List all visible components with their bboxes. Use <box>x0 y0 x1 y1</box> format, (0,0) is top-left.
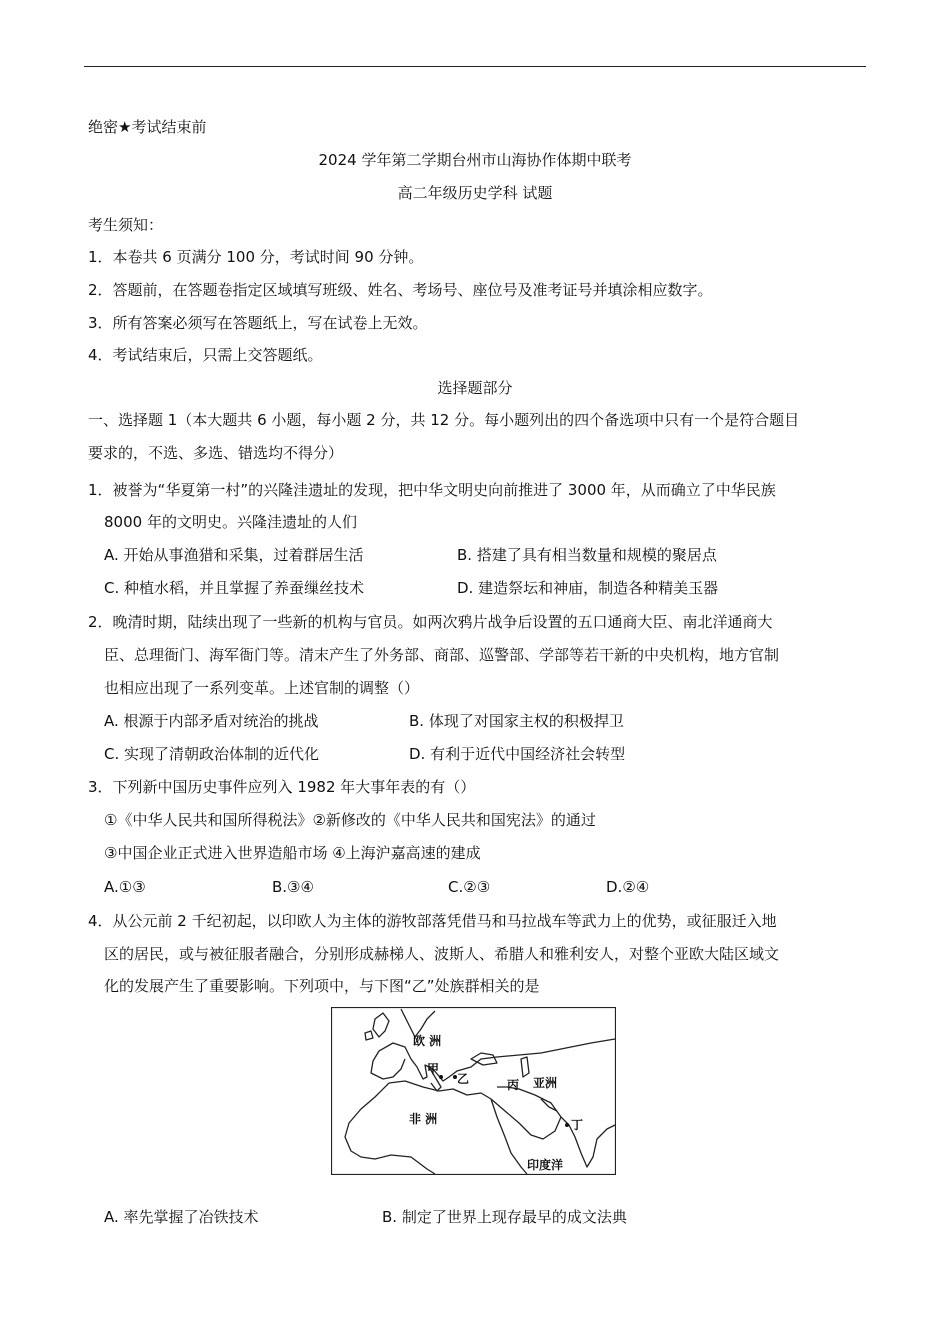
map-marker-ding <box>565 1123 569 1127</box>
q4-option-a: A. 率先掌握了冶铁技术 <box>104 1208 259 1226</box>
map-label-jia: 甲 <box>427 1062 440 1076</box>
map-label-europe: 欧 洲 <box>413 1034 442 1048</box>
question-2-stem: 2．晚清时期，陆续出现了一些新的机构与官员。如两次鸦片战争后设置的五口通商大臣、南北洋通商大 <box>88 613 773 631</box>
map-frame <box>332 1008 616 1175</box>
section-intro-cont: 要求的，不选、多选、错选均不得分） <box>88 444 344 462</box>
question-1-stem: 1．被誉为“华夏第一村”的兴隆洼遗址的发现，把中华文明史向前推进了 3000 年，从而确立了中华民族 <box>88 481 776 499</box>
subject-title: 高二年级历史学科 试题 <box>397 184 553 202</box>
question-3-stem: 3．下列新中国历史事件应列入 1982 年大事年表的有（） <box>88 778 476 796</box>
q3-option-a: A.①③ <box>104 878 146 896</box>
notice-item: 3．所有答案必须写在答题纸上，写在试卷上无效。 <box>88 314 428 332</box>
map-label-africa: 非 洲 <box>409 1112 438 1126</box>
q1-option-c: C. 种植水稻，并且掌握了养蚕缫丝技术 <box>104 579 365 597</box>
section-title: 选择题部分 <box>437 379 513 397</box>
map-marker-yi <box>453 1075 457 1079</box>
notice-item: 2．答题前，在答题卷指定区域填写班级、姓名、考场号、座位号及准考证号并填涂相应数字。 <box>88 281 713 299</box>
q1-option-b: B. 搭建了具有相当数量和规模的聚居点 <box>457 546 717 564</box>
q4-option-b: B. 制定了世界上现存最早的成文法典 <box>382 1208 627 1226</box>
map-label-ding: 丁 <box>571 1118 584 1132</box>
question-4-stem-cont: 化的发展产生了重要影响。下列项中，与下图“乙”处族群相关的是 <box>104 977 540 995</box>
question-1-stem-cont: 8000 年的文明史。兴隆洼遗址的人们 <box>104 513 357 531</box>
section-intro: 一、选择题 1（本大题共 6 小题，每小题 2 分，共 12 分。每小题列出的四个备选项中只有一个是符合题目 <box>88 411 800 429</box>
question-3-item: ③中国企业正式进入世界造船市场 ④上海沪嘉高速的建成 <box>104 844 481 862</box>
q2-option-b: B. 体现了对国家主权的积极捍卫 <box>409 712 624 730</box>
question-4-stem: 4．从公元前 2 千纪初起，以印欧人为主体的游牧部落凭借马和马拉战车等武力上的优势，或征服迁入地 <box>88 912 777 930</box>
map-label-indian-ocean: 印度洋 <box>527 1158 564 1172</box>
q2-option-c: C. 实现了清朝政治体制的近代化 <box>104 745 320 763</box>
q3-option-c: C.②③ <box>448 878 491 896</box>
exam-title: 2024 学年第二学期台州市山海协作体期中联考 <box>318 151 632 169</box>
q1-option-d: D. 建造祭坛和神庙，制造各种精美玉器 <box>457 579 719 597</box>
q2-option-d: D. 有利于近代中国经济社会转型 <box>409 745 626 763</box>
eurasia-africa-map <box>331 1007 616 1175</box>
map-label-asia: 亚洲 <box>533 1076 558 1090</box>
notice-item: 4．考试结束后，只需上交答题纸。 <box>88 346 323 364</box>
header-rule <box>84 66 866 67</box>
question-2-stem-cont: 也相应出现了一系列变革。上述官制的调整（） <box>104 679 420 697</box>
q3-option-d: D.②④ <box>606 878 650 896</box>
map-marker-jia <box>439 1075 443 1079</box>
question-2-stem-cont: 臣、总理衙门、海军衙门等。清末产生了外务部、商部、巡警部、学部等若干新的中央机构，地方官制 <box>104 646 780 664</box>
map-label-yi: 乙 <box>457 1072 470 1086</box>
q1-option-a: A. 开始从事渔猎和采集，过着群居生活 <box>104 546 364 564</box>
map-label-bing: 丙 <box>507 1078 520 1092</box>
q2-option-a: A. 根源于内部矛盾对统治的挑战 <box>104 712 319 730</box>
notice-heading: 考生须知： <box>88 216 164 234</box>
q3-option-b: B.③④ <box>272 878 314 896</box>
question-3-item: ①《中华人民共和国所得税法》②新修改的《中华人民共和国宪法》的通过 <box>104 811 596 829</box>
question-4-stem-cont: 区的居民，或与被征服者融合，分别形成赫梯人、波斯人、希腊人和雅利安人，对整个亚欧大陆区域文 <box>104 945 780 963</box>
secrecy-label: 绝密★考试结束前 <box>88 118 207 136</box>
notice-item: 1．本卷共 6 页满分 100 分，考试时间 90 分钟。 <box>88 248 424 266</box>
